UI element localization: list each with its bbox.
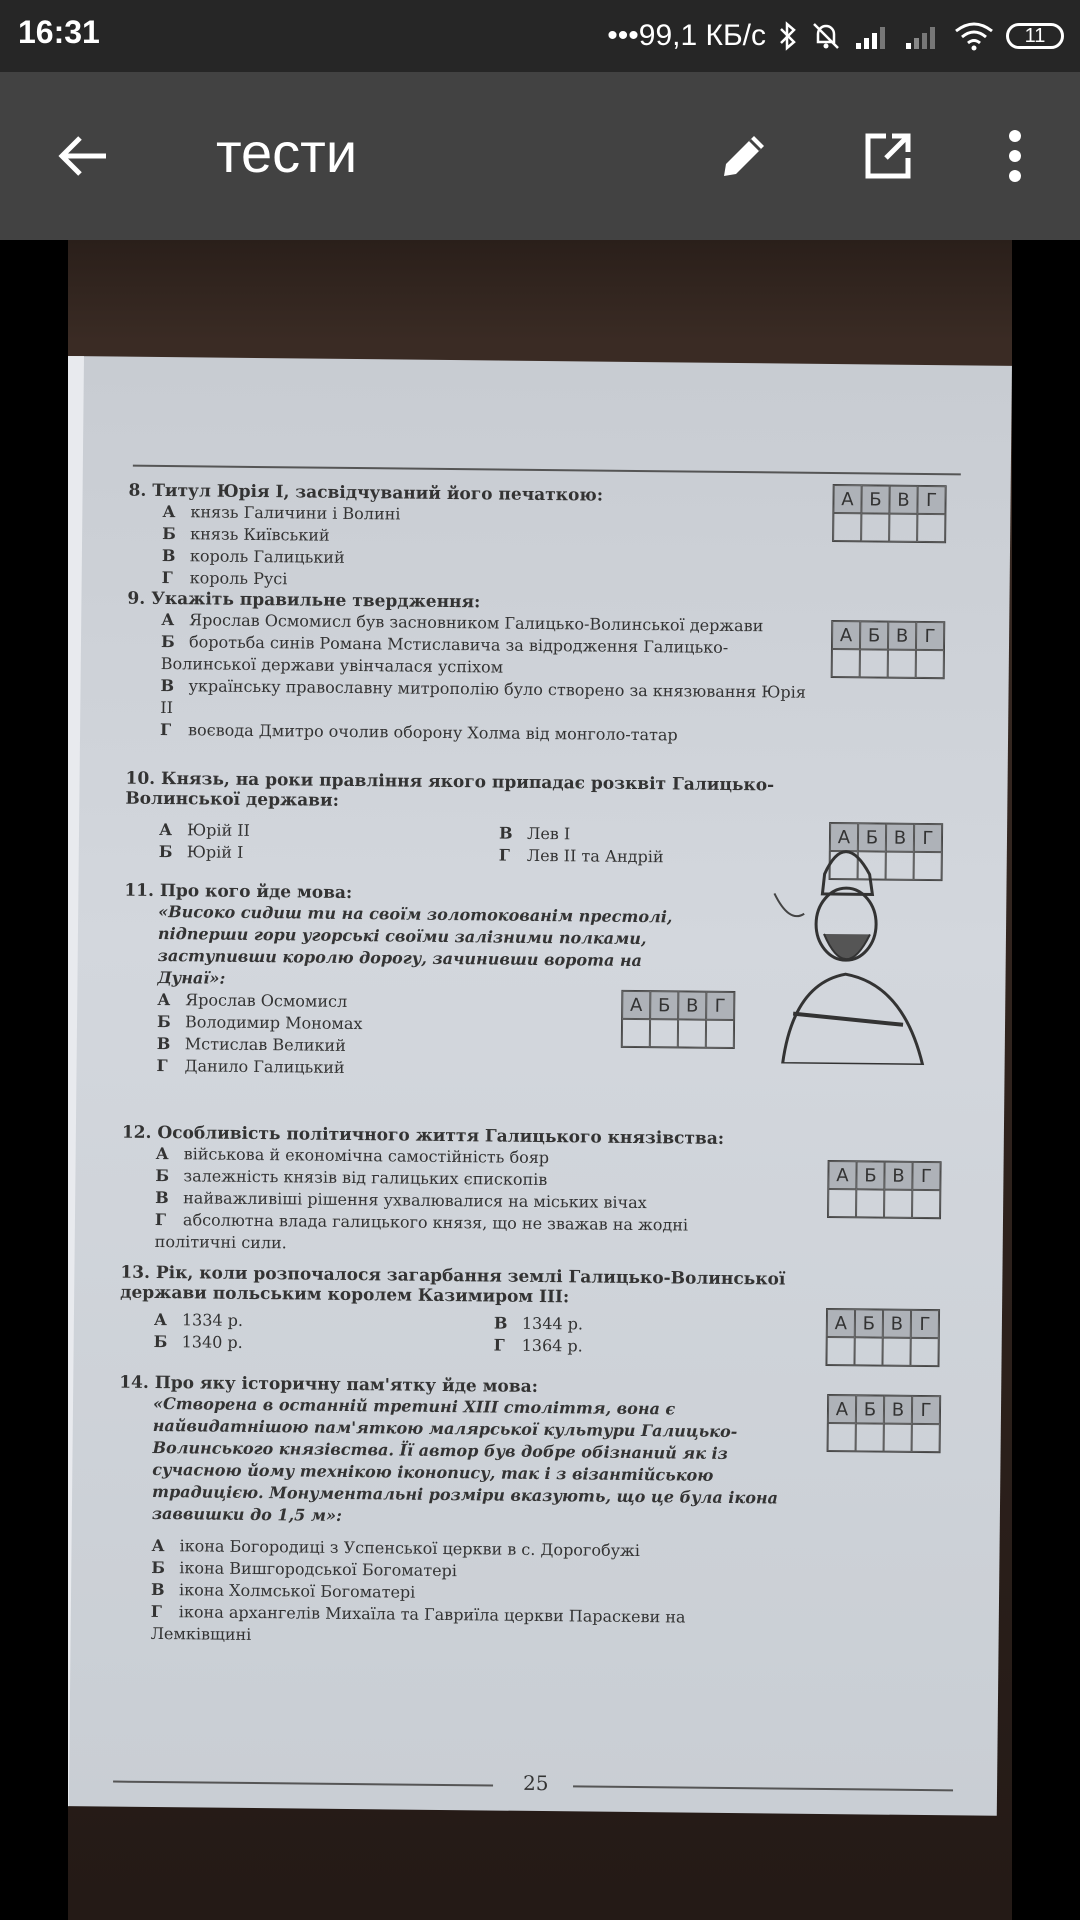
- option: В король Галицький: [161, 545, 345, 567]
- option: Г ікона архангелів Михаїла та Гавриїла церкви Параскеви на Лемківщині: [150, 1601, 686, 1644]
- option: Б Юрій І: [158, 841, 244, 862]
- option: А князь Галичини і Волині: [162, 501, 401, 524]
- mute-bell-icon: [810, 20, 842, 52]
- page-number: 25: [522, 1770, 549, 1796]
- answer-grid-12: А Б В Г: [827, 1160, 942, 1219]
- option: В українську православну митрополію було створено за князювання Юрія ІІ: [160, 675, 806, 718]
- page-edge: [68, 356, 84, 1806]
- question-10: [125, 769, 806, 870]
- status-bar: [0, 0, 1080, 72]
- bottom-rule-left: [113, 1781, 493, 1787]
- option: В ікона Холмської Богоматері: [150, 1579, 416, 1602]
- question-quote: «Високо сидиш ти на своїм золотокованім престолі, підперши гори угорські своїми залізними полками, заступивши королю дорогу, зачинивши ворота на Дунаї»:: [157, 901, 673, 988]
- question-title: Титул Юрія І, засвідчуваний його печаткою:: [152, 480, 604, 506]
- option: А ікона Богородиці з Успенської церкви в с. Дорогобужі: [151, 1535, 640, 1561]
- question-12: [121, 1123, 762, 1260]
- question-title: Князь, на роки правління якого припадає розквіт Галицько-Волинської держави:: [125, 768, 775, 811]
- option: В Мстислав Великий: [156, 1033, 346, 1055]
- back-arrow-icon[interactable]: [52, 124, 116, 188]
- option: В Лев І: [498, 823, 571, 844]
- bottom-rule-right: [573, 1785, 953, 1791]
- option: Б 1340 р.: [153, 1331, 243, 1352]
- option: Б залежність князів від галицьких єпископів: [155, 1165, 548, 1190]
- app-title: тести: [216, 121, 358, 184]
- photo-viewer[interactable]: [68, 240, 1012, 1920]
- bluetooth-icon: [778, 20, 798, 52]
- battery-icon: [1006, 23, 1064, 49]
- question-number: 10.: [125, 768, 156, 789]
- answer-grid-8: А Б В Г: [832, 484, 947, 543]
- question-number: 11.: [124, 880, 155, 901]
- status-icons: [607, 14, 1064, 58]
- option: В найважливіші рішення ухвалювалися на міських вічах: [155, 1187, 647, 1213]
- option: А військова й економічна самостійність бояр: [155, 1143, 550, 1168]
- option: Б Володимир Мономах: [156, 1011, 363, 1034]
- question-8: [128, 481, 689, 595]
- question-title: Особливість політичного життя Галицького князівства:: [157, 1122, 725, 1149]
- question-number: 9.: [127, 588, 146, 609]
- app-bar: [0, 72, 1080, 240]
- question-title: Про кого йде мова:: [159, 880, 353, 904]
- question-11: [122, 881, 704, 1083]
- option: В 1344 р.: [493, 1313, 584, 1334]
- option: Г абсолютна влада галицького князя, що не зважав на жодні політичні сили.: [154, 1209, 689, 1253]
- option: Г Данило Галицький: [156, 1055, 345, 1077]
- battery-level: 11: [1024, 24, 1046, 47]
- question-14: [117, 1373, 790, 1652]
- question-title: Про яку історичну пам'ятку йде мова:: [154, 1372, 539, 1397]
- answer-grid-11: А Б В Г: [621, 990, 736, 1049]
- top-rule: [133, 465, 961, 476]
- open-in-new-icon[interactable]: [856, 124, 920, 188]
- option: Г 1364 р.: [493, 1335, 583, 1356]
- option: Г король Русі: [161, 567, 288, 589]
- option: А Ярослав Осмомисл був засновником Галицько-Волинської держави: [161, 609, 764, 636]
- question-13: [120, 1263, 801, 1360]
- test-page: [68, 356, 1012, 1816]
- signal-icon: [854, 21, 892, 51]
- option: А Ярослав Осмомисл: [157, 989, 348, 1011]
- option: Б ікона Вишгородської Богоматері: [151, 1557, 458, 1581]
- option: А 1334 р.: [153, 1309, 244, 1330]
- network-speed: •••99,1 КБ/с: [607, 19, 766, 52]
- option: Г Лев ІІ та Андрій: [498, 845, 664, 867]
- question-title: Рік, коли розпочалося загарбання землі Галицько-Волинської держави польським королем Казимиром ІІІ:: [120, 1262, 786, 1308]
- pencil-icon[interactable]: [712, 124, 776, 188]
- option: Г воєвода Дмитро очолив оборону Холма від монголо-татар: [159, 719, 678, 745]
- question-quote: «Створена в останній третині ХІІІ століття, вона є найвидатнішою пам'яткою малярської культури Галицько-Волинського князівства. Її автор був добре обізнаний як із сучасною йому технікою іконопису, так і з візантійською традицією. Монументальні розміри вказують, що це була ікона заввишки до 1,5 м»:: [151, 1393, 779, 1525]
- answer-grid-14: А Б В Г: [827, 1394, 942, 1453]
- status-time: 16:31: [18, 14, 100, 50]
- option: Б боротьба синів Романа Мстиславича за відродження Галицько-Волинської держави увінчалася успіхом: [160, 631, 729, 677]
- answer-grid-10: А Б В Г: [829, 822, 944, 881]
- question-number: 8.: [128, 480, 147, 501]
- question-number: 12.: [121, 1122, 152, 1143]
- question-9: [126, 589, 808, 748]
- option: Б князь Київський: [162, 523, 330, 545]
- question-number: 13.: [120, 1262, 151, 1283]
- answer-grid-13: А Б В Г: [825, 1308, 940, 1367]
- signal-2-icon: [904, 21, 942, 51]
- answer-grid-9: А Б В Г: [831, 620, 946, 679]
- more-vert-icon[interactable]: [1000, 124, 1030, 188]
- question-number: 14.: [119, 1372, 149, 1393]
- option: А Юрій ІІ: [158, 819, 250, 840]
- wifi-icon: [954, 21, 994, 51]
- question-title: Укажіть правильне твердження:: [151, 588, 481, 613]
- prince-portrait: [753, 833, 935, 1065]
